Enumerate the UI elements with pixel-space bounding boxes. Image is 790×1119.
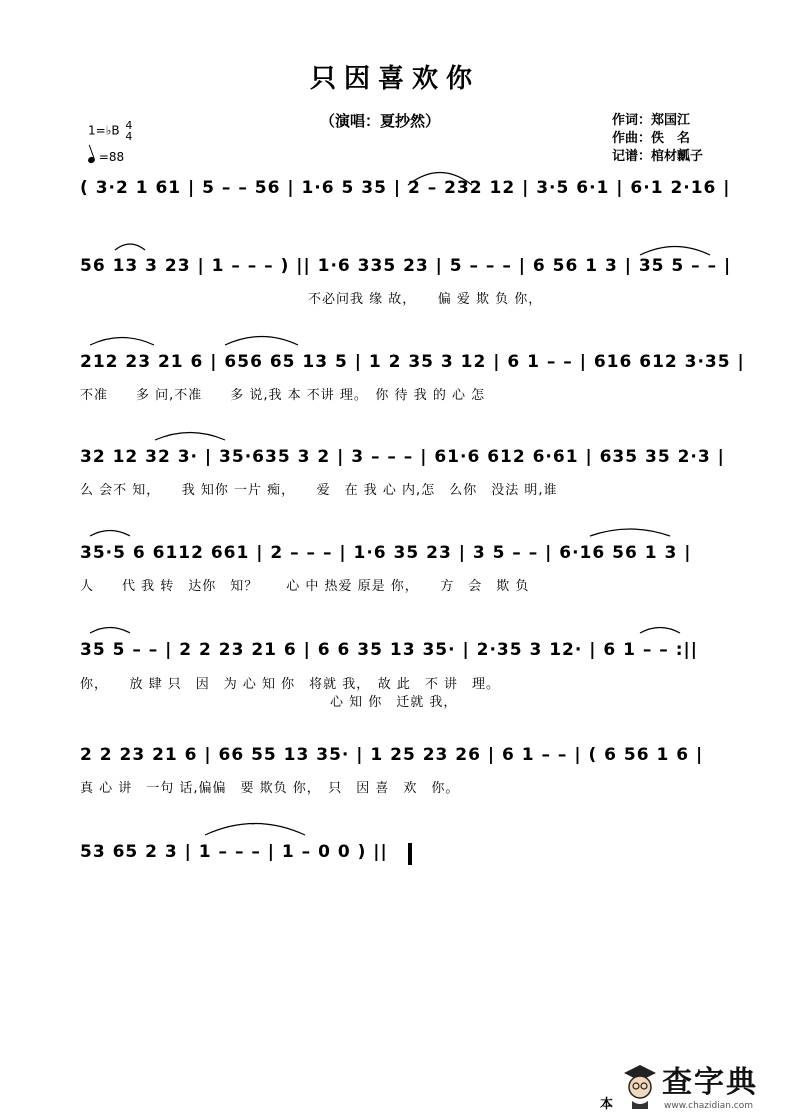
scholar-mascot-icon	[622, 1061, 658, 1109]
watermark-brand: 查字典	[662, 1065, 758, 1100]
singer-credit: （演唱：夏抄然）	[320, 112, 441, 130]
slur	[205, 824, 305, 836]
music-line-7: 2 2 23 21 6 | 66 55 13 35· | 1 25 23 26 | 6 1 – – | ( 6 56 1 6 |	[80, 745, 704, 765]
composer: 作曲：佚 名	[612, 131, 691, 146]
transcriber: 记谱：棺材瓤子	[612, 149, 704, 164]
slur	[115, 244, 145, 250]
slur	[640, 247, 710, 256]
music-line-5: 35·5 6 6112 661 | 2 – – – | 1·6 35 23 | 3 5 – – | 6·16 56 1 3 |	[80, 543, 692, 563]
lyric-line-2: 不必问我 缘 故， 偏 爱 欺 负 你，	[308, 292, 543, 307]
slur	[90, 531, 130, 537]
music-line-8: 53 65 2 3 | 1 – – – | 1 – 0 0 ) ||	[80, 842, 388, 862]
lyric-line-6: 你， 放 肆 只 因 为 心 知 你 将就 我， 故 此 不 讲 理。	[80, 677, 501, 692]
time-top: 4	[125, 119, 133, 132]
slur	[90, 628, 130, 634]
music-line-6: 35 5 – – | 2 2 23 21 6 | 6 6 35 13 35· | 2·35 3 12· | 6 1 – – :||	[80, 640, 698, 660]
slur	[640, 628, 680, 634]
time-bottom: 4	[125, 130, 133, 143]
lyric-line-3: 不准 多 问,不准 多 说,我 本 不讲 理。 你 待 我 的 心 怎	[80, 388, 486, 403]
tempo-value: =88	[98, 150, 125, 164]
slur	[90, 338, 154, 346]
music-line-4: 32 12 32 3· | 35·635 3 2 | 3 – – – | 61·6 612 6·61 | 635 35 2·3 |	[80, 447, 725, 467]
final-barline	[408, 843, 412, 865]
music-line-3: 212 23 21 6 | 656 65 13 5 | 1 2 35 3 12 | 6 1 – – | 616 612 3·35 |	[80, 352, 745, 372]
song-title: 只因喜欢你	[309, 64, 480, 94]
slur	[225, 337, 298, 346]
slur	[155, 433, 225, 441]
lyric-line-4: 么 会不 知， 我 知你 一片 痴， 爱 在 我 心 内,怎 么你 没法 明,谁	[80, 483, 558, 498]
lyric-line-6b: 心 知 你 迁就 我，	[330, 695, 458, 710]
key-label: 1=♭B	[88, 123, 120, 138]
slur	[590, 529, 670, 536]
music-line-1: ( 3·2 1 61 | 5 – – 56 | 1·6 5 35 | 2 – 232 12 | 3·5 6·1 | 6·1 2·16 |	[80, 178, 731, 198]
watermark	[600, 1055, 790, 1119]
lyric-line-7: 真 心 讲 一句 话,偏偏 要 欺负 你， 只 因 喜 欢 你。	[80, 781, 460, 796]
music-line-2: 56 13 3 23 | 1 – – – ) || 1·6 335 23 | 5 – – – | 6 56 1 3 | 35 5 – – |	[80, 256, 732, 276]
lyric-line-5: 人 代 我 转 达你 知？ 心 中 热爱 原是 你， 方 会 欺 负	[80, 579, 530, 594]
slur	[408, 173, 472, 186]
watermark-left-char: 本	[600, 1097, 614, 1112]
lyricist: 作词：郑国江	[612, 113, 691, 128]
watermark-url: www.chazidian.com	[664, 1101, 754, 1111]
